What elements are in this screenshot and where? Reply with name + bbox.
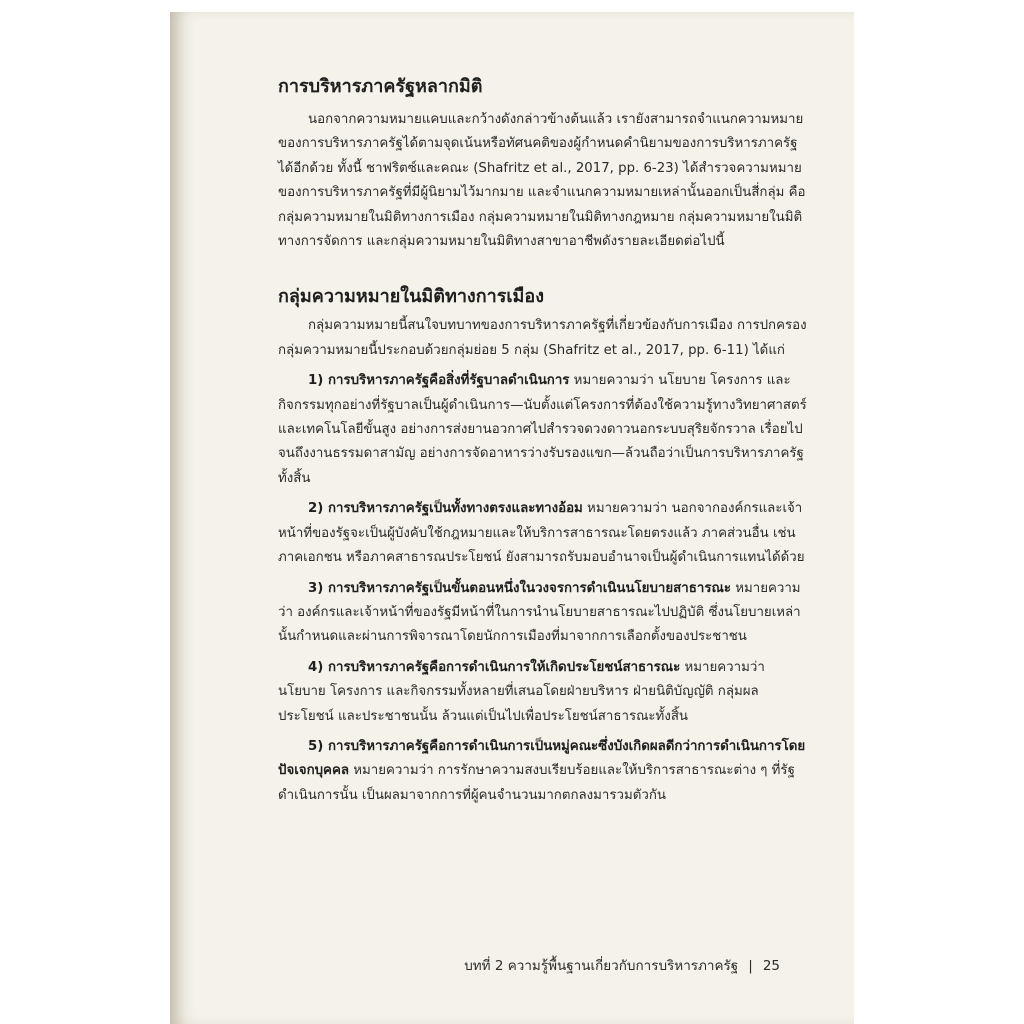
list-item-2-title: 2) การบริหารภาครัฐเป็นทั้งทางตรงและทางอ้อม <box>308 501 583 517</box>
list-item-1 <box>278 369 808 491</box>
list-item-5 <box>278 735 808 808</box>
list-item-4 <box>278 656 808 729</box>
list-item-3 <box>278 577 808 650</box>
list-item-4-text: หมายความว่า นโยบาย โครงการ และกิจกรรมทั้งหลายที่เสนอโดยฝ่ายบริหาร ฝ่ายนิติบัญญัติ กลุ่มผลประโยชน์ และประชาชนนั้น ล้วนแต่เป็นไปเพื่อประโยชน์สาธารณะทั้งสิ้น <box>278 659 765 724</box>
chapter-title: บทที่ 2 ความรู้พื้นฐานเกี่ยวกับการบริหารภาครัฐ <box>464 958 739 974</box>
list-item-3-text: หมายความว่า องค์กรและเจ้าหน้าที่ของรัฐมีหน้าที่ในการนำนโยบายสาธารณะไปปฏิบัติ ซึ่งนโยบายเหล่านั้นกำหนดและผ่านการพิจารณาโดยนักการเมืองที่มาจากการเลือกตั้งของประชาชน <box>278 580 801 645</box>
footer-separator: | <box>748 958 753 974</box>
list-item-2-text: หมายความว่า นอกจากองค์กรและเจ้าหน้าที่ของรัฐจะเป็นผู้บังคับใช้กฎหมายและให้บริการสาธารณะโดยตรงแล้ว ภาคส่วนอื่น เช่น ภาคเอกชน หรือภาคสาธารณประโยชน์ ยังสามารถรับมอบอำนาจเป็นผู้ดำเนินการแทนได้ด้วย <box>278 501 805 566</box>
list-item-4-title: 4) การบริหารภาครัฐคือการดำเนินการให้เกิดประโยชน์สาธารณะ <box>308 659 681 675</box>
page-footer <box>464 954 780 976</box>
book-page <box>170 12 854 1024</box>
list-item-5-text: หมายความว่า การรักษาความสงบเรียบร้อยและให้บริการสาธารณะต่าง ๆ ที่รัฐดำเนินการนั้น เป็นผลมาจากการที่ผู้คนจำนวนมากตกลงมารวมตัวกัน <box>278 763 795 803</box>
intro-paragraph: นอกจากความหมายแคบและกว้างดังกล่าวข้างต้นแล้ว เรายังสามารถจำแนกความหมายของการบริหารภาครัฐได้ตามจุดเน้นหรือทัศนคติของผู้กำหนดคำนิยามของการบริหารภาครัฐได้อีกด้วย ทั้งนี้ ชาฟริตซ์และคณะ (Shafritz et al., 2017, pp. 6-23) ได้สำรวจความหมายของการบริหารภาครัฐที่มีผู้นิยามไว้มากมาย และจำแนกความหมายเหล่านั้นออกเป็นสี่กลุ่ม คือ กลุ่มความหมายในมิติทางการเมือง กลุ่มความหมายในมิติทางกฎหมาย กลุ่มความหมายในมิติทางการจัดการ และกลุ่มความหมายในมิติทางสาขาอาชีพดังรายละเอียดต่อไปนี้ <box>278 112 806 250</box>
list-item-1-title: 1) การบริหารภาครัฐคือสิ่งที่รัฐบาลดำเนินการ <box>308 373 570 389</box>
page-number: 25 <box>762 958 780 974</box>
list-item-1-text: หมายความว่า นโยบาย โครงการ และกิจกรรมทุกอย่างที่รัฐบาลเป็นผู้ดำเนินการ—นับตั้งแต่โครงการที่ต้องใช้ความรู้ทางวิทยาศาสตร์และเทคโนโลยีขั้นสูง อย่างการส่งยานอวกาศไปสำรวจดวงดาวนอกระบบสุริยจักรวาล เรื่อยไปจนถึงงานธรรมดาสามัญ อย่างการจัดอาหารว่างรับรองแขก—ล้วนถือว่าเป็นการบริหารภาครัฐทั้งสิ้น <box>278 373 807 486</box>
list-item-3-title: 3) การบริหารภาครัฐเป็นขั้นตอนหนึ่งในวงจรการดำเนินนโยบายสาธารณะ <box>308 580 731 596</box>
subsection-intro-paragraph: กลุ่มความหมายนี้สนใจบทบาทของการบริหารภาครัฐที่เกี่ยวข้องกับการเมือง การปกครอง กลุ่มความหมายนี้ประกอบด้วยกลุ่มย่อย 5 กลุ่ม (Shafritz et al., 2017, pp. 6-11) ได้แก่ <box>278 318 807 358</box>
subsection-heading: กลุ่มความหมายในมิติทางการเมือง <box>278 286 545 308</box>
section-heading: การบริหารภาครัฐหลากมิติ <box>278 76 483 97</box>
list-item-2 <box>278 497 808 570</box>
list-item-5-title: 5) การบริหารภาครัฐคือการดำเนินการเป็นหมู่คณะซึ่งบังเกิดผลดีกว่าการดำเนินการโดยปัจเจกบุคคล <box>278 738 806 779</box>
page-content <box>278 74 808 808</box>
